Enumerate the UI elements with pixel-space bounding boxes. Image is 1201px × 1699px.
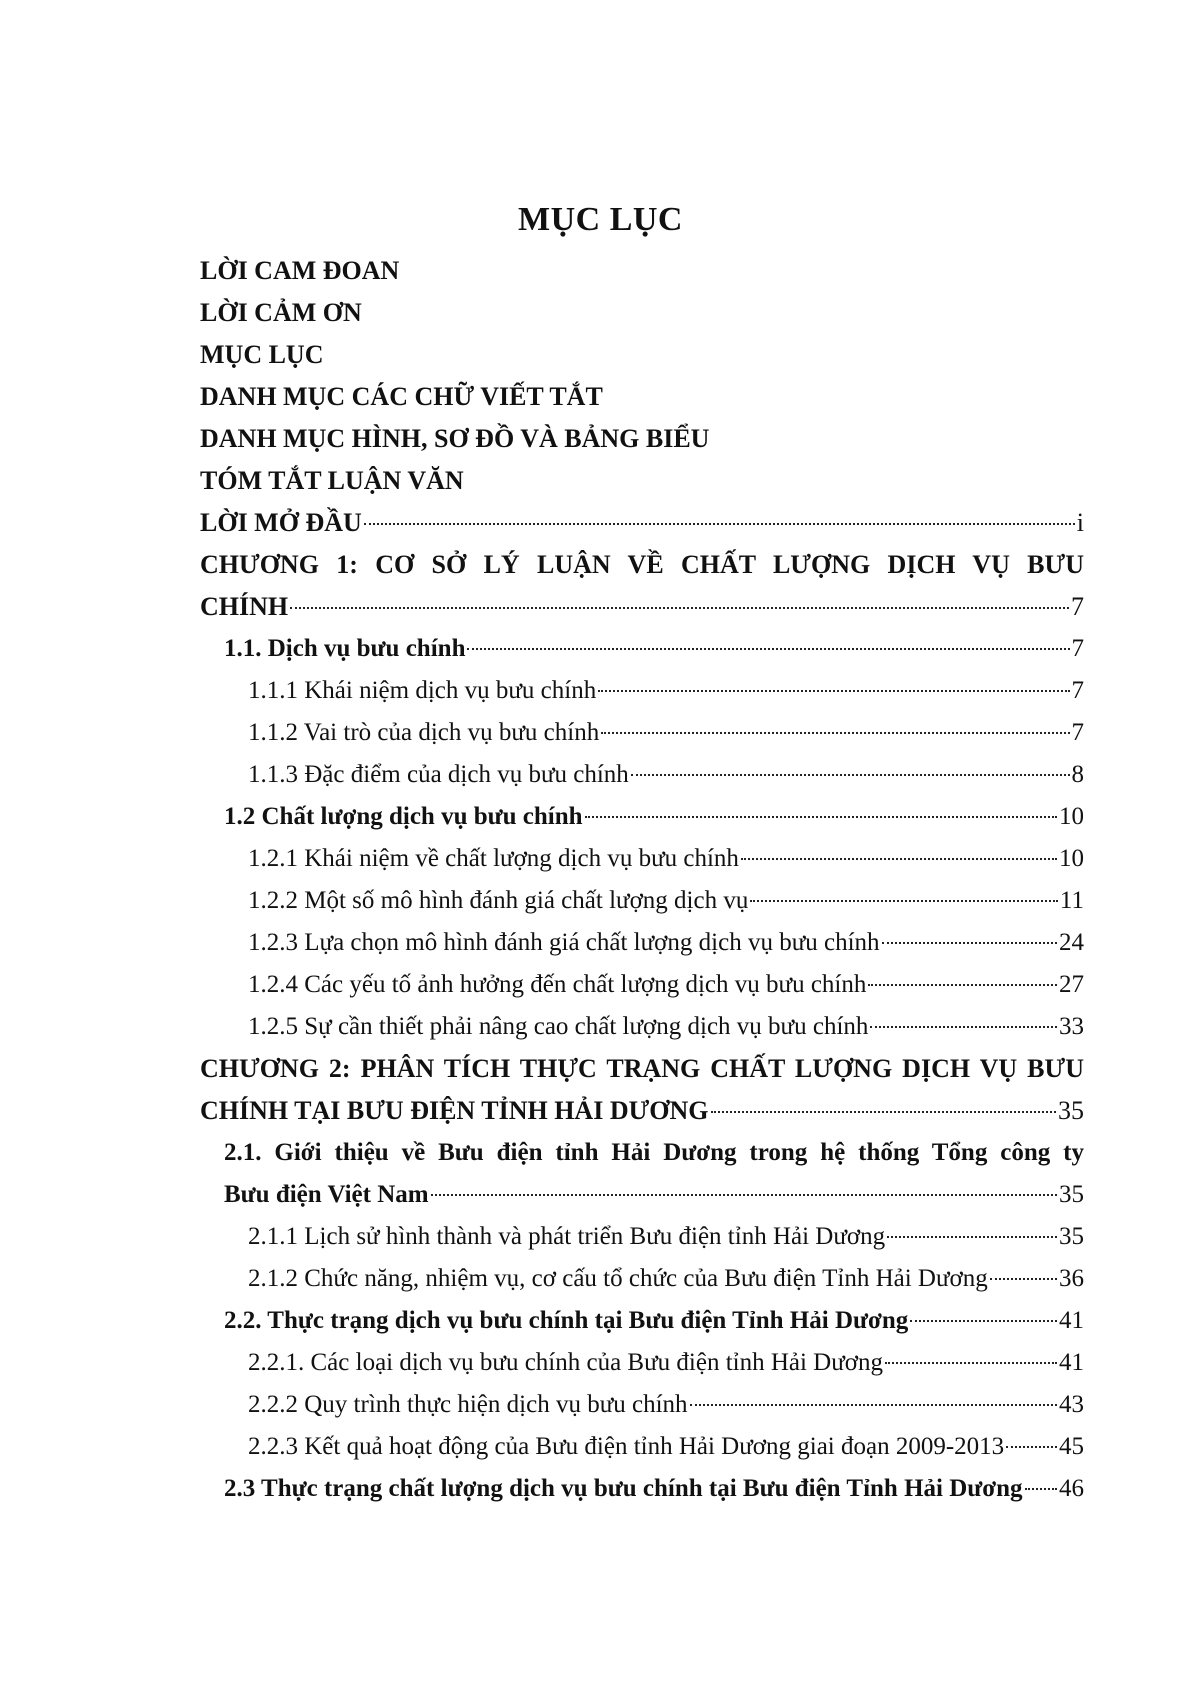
- toc-entry-2-2: [200, 1300, 1084, 1342]
- toc-entry-loi-cam-doan: [200, 250, 1084, 292]
- dot-leader: [364, 523, 1075, 525]
- toc-entry-1-2-1: [200, 838, 1084, 880]
- dot-leader: [870, 1026, 1057, 1028]
- dot-leader: [1025, 1488, 1057, 1490]
- toc-entry-label: 2.3 Thực trạng chất lượng dịch vụ bưu chính tại Bưu điện Tỉnh Hải Dương: [224, 1475, 1023, 1502]
- toc-page-number: 27: [1059, 971, 1084, 998]
- toc-entry-label: 1.1.2 Vai trò của dịch vụ bưu chính: [248, 719, 600, 746]
- toc-entry-label: MỤC LỤC: [200, 340, 324, 369]
- toc-page-number: i: [1076, 508, 1084, 537]
- toc-entry-label: 2.2. Thực trạng dịch vụ bưu chính tại Bưu điện Tỉnh Hải Dương: [224, 1307, 909, 1334]
- toc-entry-label: TÓM TẮT LUẬN VĂN: [200, 466, 464, 495]
- toc-page-number: 46: [1059, 1475, 1084, 1502]
- toc-entry-label: 2.2.1. Các loại dịch vụ bưu chính của Bưu điện tỉnh Hải Dương: [248, 1349, 884, 1376]
- toc-entry-label: 1.2.5 Sự cần thiết phải nâng cao chất lượng dịch vụ bưu chính: [248, 1013, 869, 1040]
- toc-entry-label: CHÍNH: [200, 592, 289, 621]
- toc-entry-label: Bưu điện Việt Nam: [224, 1181, 429, 1208]
- toc-entry-label: 2.1. Giới thiệu về Bưu điện tỉnh Hải Dương trong hệ thống Tổng công ty: [224, 1139, 1084, 1166]
- dot-leader: [910, 1320, 1057, 1322]
- dot-leader: [741, 858, 1057, 860]
- toc-entry-label: 1.1. Dịch vụ bưu chính: [224, 635, 466, 662]
- toc-entry-label: 1.2.3 Lựa chọn mô hình đánh giá chất lượng dịch vụ bưu chính: [248, 929, 880, 956]
- toc-entry-label: 1.1.1 Khái niệm dịch vụ bưu chính: [248, 677, 597, 704]
- dot-leader: [990, 1278, 1057, 1280]
- toc-entry-chu-viet-tat: [200, 376, 1084, 418]
- toc-entry-2-1-1: [200, 1216, 1084, 1258]
- toc-entry-label: 2.2.2 Quy trình thực hiện dịch vụ bưu chính: [248, 1391, 688, 1418]
- toc-page-number: 7: [1071, 635, 1084, 662]
- toc-entry-label: DANH MỤC CÁC CHỮ VIẾT TẮT: [200, 382, 603, 411]
- toc-entry-2-1-cont: [200, 1174, 1084, 1216]
- toc-page-number: 41: [1059, 1349, 1084, 1376]
- toc-page-number: 33: [1059, 1013, 1084, 1040]
- toc-page-number: 24: [1059, 929, 1084, 956]
- toc-entry-label: 1.2.2 Một số mô hình đánh giá chất lượng dịch vụ: [248, 887, 749, 914]
- dot-leader: [585, 816, 1057, 818]
- toc-page-number: 35: [1058, 1096, 1084, 1125]
- dot-leader: [750, 900, 1058, 902]
- dot-leader: [868, 984, 1057, 986]
- toc-entry-2-1-2: [200, 1258, 1084, 1300]
- toc-entry-label: LỜI CẢM ƠN: [200, 298, 362, 327]
- toc-page-number: 45: [1059, 1433, 1084, 1460]
- dot-leader: [711, 1111, 1056, 1113]
- toc-entry-2-1: [200, 1132, 1084, 1174]
- toc-entry-2-3: [200, 1468, 1084, 1510]
- toc-page-number: 35: [1059, 1181, 1084, 1208]
- dot-leader: [431, 1194, 1057, 1196]
- dot-leader: [1006, 1446, 1057, 1448]
- toc-entry-1-2-5: [200, 1006, 1084, 1048]
- toc-entry-label: 2.2.3 Kết quả hoạt động của Bưu điện tỉnh Hải Dương giai đoạn 2009-2013: [248, 1433, 1005, 1460]
- toc-entry-chapter-2-heading: [200, 1048, 1084, 1090]
- toc-entry-chapter-2-heading-cont: [200, 1090, 1084, 1132]
- toc-page-number: 8: [1071, 761, 1084, 788]
- toc-entry-label: 2.1.2 Chức năng, nhiệm vụ, cơ cấu tổ chức của Bưu điện Tỉnh Hải Dương: [248, 1265, 988, 1292]
- toc-entry-1-1-3: [200, 754, 1084, 796]
- dot-leader: [467, 648, 1069, 650]
- toc-page-number: 35: [1059, 1223, 1084, 1250]
- dot-leader: [601, 732, 1069, 734]
- toc-entry-loi-cam-on: [200, 292, 1084, 334]
- toc-entry-1-1: [200, 628, 1084, 670]
- toc-page-number: 10: [1059, 845, 1084, 872]
- toc-page-number: 7: [1071, 677, 1084, 704]
- toc-entry-chapter-1-heading-cont: [200, 586, 1084, 628]
- dot-leader: [598, 690, 1069, 692]
- toc-entry-label: 1.2 Chất lượng dịch vụ bưu chính: [224, 803, 583, 830]
- toc-entry-1-2: [200, 796, 1084, 838]
- dot-leader: [885, 1362, 1057, 1364]
- toc-entry-label: 2.1.1 Lịch sử hình thành và phát triển Bưu điện tỉnh Hải Dương: [248, 1223, 886, 1250]
- toc-entry-1-2-2: [200, 880, 1084, 922]
- toc-entry-label: CHƯƠNG 2: PHÂN TÍCH THỰC TRẠNG CHẤT LƯỢNG DỊCH VỤ BƯU: [200, 1054, 1084, 1083]
- dot-leader: [690, 1404, 1057, 1406]
- toc-page-number: 10: [1059, 803, 1084, 830]
- toc-page-number: 43: [1059, 1391, 1084, 1418]
- toc-entry-2-2-1: [200, 1342, 1084, 1384]
- dot-leader: [882, 942, 1057, 944]
- toc-entry-1-1-1: [200, 670, 1084, 712]
- toc-entry-label: 1.2.4 Các yếu tố ảnh hưởng đến chất lượng dịch vụ bưu chính: [248, 971, 867, 998]
- toc-entry-label: 1.1.3 Đặc điểm của dịch vụ bưu chính: [248, 761, 629, 788]
- toc-page-number: 7: [1071, 592, 1084, 621]
- toc-page-number: 7: [1071, 719, 1084, 746]
- table-of-contents: [200, 250, 1084, 1510]
- dot-leader: [290, 607, 1069, 609]
- toc-entry-muc-luc: [200, 334, 1084, 376]
- toc-entry-1-2-4: [200, 964, 1084, 1006]
- toc-entry-label: LỜI MỞ ĐẦU: [200, 508, 362, 537]
- toc-entry-2-2-3: [200, 1426, 1084, 1468]
- toc-entry-danh-muc-hinh: [200, 418, 1084, 460]
- dot-leader: [887, 1236, 1057, 1238]
- dot-leader: [631, 774, 1070, 776]
- toc-entry-1-2-3: [200, 922, 1084, 964]
- toc-entry-label: DANH MỤC HÌNH, SƠ ĐỒ VÀ BẢNG BIỂU: [200, 424, 710, 453]
- toc-entry-chapter-1-heading: [200, 544, 1084, 586]
- toc-entry-label: LỜI CAM ĐOAN: [200, 256, 400, 285]
- toc-entry-1-1-2: [200, 712, 1084, 754]
- toc-entry-label: CHƯƠNG 1: CƠ SỞ LÝ LUẬN VỀ CHẤT LƯỢNG DỊCH VỤ BƯU: [200, 550, 1084, 579]
- toc-entry-label: 1.2.1 Khái niệm về chất lượng dịch vụ bưu chính: [248, 845, 739, 872]
- toc-entry-tom-tat: [200, 460, 1084, 502]
- toc-entry-loi-mo-dau: [200, 502, 1084, 544]
- toc-entry-label: CHÍNH TẠI BƯU ĐIỆN TỈNH HẢI DƯƠNG: [200, 1096, 709, 1125]
- toc-page-number: 11: [1059, 887, 1084, 914]
- page-title: MỤC LỤC: [518, 201, 683, 238]
- toc-page-number: 41: [1059, 1307, 1084, 1334]
- toc-page-number: 36: [1059, 1265, 1084, 1292]
- toc-entry-2-2-2: [200, 1384, 1084, 1426]
